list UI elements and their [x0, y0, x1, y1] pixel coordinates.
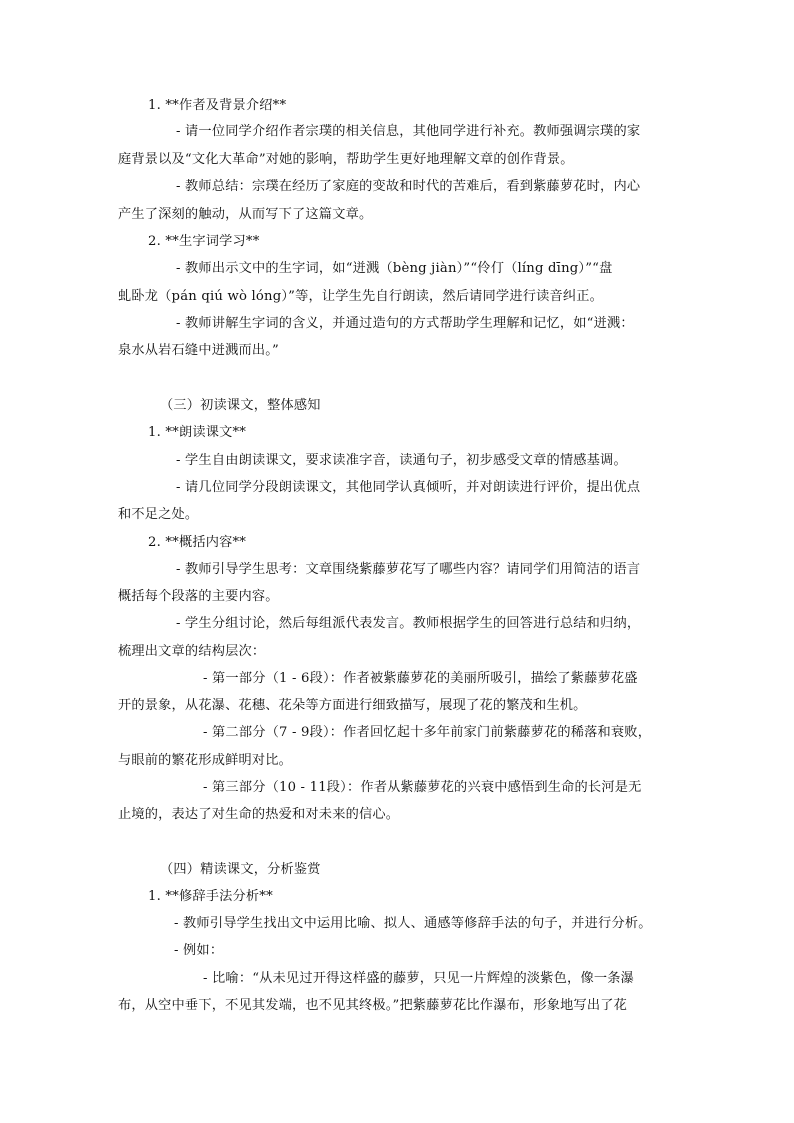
heading-vocabulary: 2. **生字词学习**	[148, 234, 260, 249]
paragraph-line: 泉水从岩石缝中迸溅而出。”	[118, 343, 279, 358]
paragraph-line: - 学生自由朗读课文，要求读准字音，读通句子，初步感受文章的情感基调。	[176, 453, 627, 468]
paragraph-line: - 教师引导学生思考：文章围绕紫藤萝花写了哪些内容？请同学们用简洁的语言	[176, 562, 641, 577]
paragraph-line: - 请一位同学介绍作者宗璞的相关信息，其他同学进行补充。教师强调宗璞的家	[176, 124, 641, 139]
paragraph-line: - 学生分组讨论，然后每组派代表发言。教师根据学生的回答进行总结和归纳，	[176, 616, 641, 631]
section-heading-first-reading: （三）初读课文，整体感知	[160, 398, 321, 413]
paragraph-line: - 第二部分（7 - 9段）：作者回忆起十多年前家门前紫藤萝花的稀落和衰败，	[203, 725, 652, 740]
section-heading-close-reading: （四）精读课文，分析鉴赏	[160, 862, 321, 877]
paragraph-line: - 教师总结：宗璞在经历了家庭的变故和时代的苦难后，看到紫藤萝花时，内心	[176, 179, 641, 194]
paragraph-line: 与眼前的繁花形成鲜明对比。	[118, 753, 293, 768]
paragraph-line: - 第三部分（10 - 11段）：作者从紫藤萝花的兴衰中感悟到生命的长河是无	[203, 780, 642, 795]
paragraph-line: 产生了深刻的触动，从而写下了这篇文章。	[118, 207, 373, 222]
paragraph-line: 虬卧龙（pán qiú wò lóng）”等，让学生先自行朗读，然后请同学进行读音纠正。	[118, 289, 604, 304]
paragraph-line: 概括每个段落的主要内容。	[118, 589, 279, 604]
heading-rhetoric-analysis: 1. **修辞手法分析**	[148, 889, 273, 904]
paragraph-line: - 教师讲解生字词的含义，并通过造句的方式帮助学生理解和记忆，如“迸溅：	[176, 316, 634, 331]
paragraph-line: 止境的，表达了对生命的热爱和对未来的信心。	[118, 807, 400, 822]
heading-read-aloud: 1. **朗读课文**	[148, 425, 247, 440]
paragraph-line: 布，从空中垂下，不见其发端，也不见其终极。”把紫藤萝花比作瀑布，形象地写出了花	[118, 998, 628, 1013]
paragraph-line: - 教师引导学生找出文中运用比喻、拟人、通感等修辞手法的句子，并进行分析。	[174, 916, 652, 931]
paragraph-line: - 教师出示文中的生字词，如“迸溅（bèng jiàn）”“伶仃（líng dīng）”“盘	[176, 261, 613, 276]
paragraph-line: 开的景象，从花瀑、花穗、花朵等方面进行细致描写，展现了花的繁茂和生机。	[118, 698, 587, 713]
paragraph-line: 庭背景以及“文化大革命”对她的影响，帮助学生更好地理解文章的创作背景。	[118, 152, 574, 167]
paragraph-line: - 第一部分（1 - 6段）：作者被紫藤萝花的美丽所吸引，描绘了紫藤萝花盛	[203, 671, 638, 686]
heading-summarize: 2. **概括内容**	[148, 535, 247, 550]
paragraph-line: 和不足之处。	[118, 507, 199, 522]
paragraph-line: - 比喻：“从未见过开得这样盛的藤萝，只见一片辉煌的淡紫色，像一条瀑	[203, 971, 634, 986]
paragraph-line: 梳理出文章的结构层次：	[118, 644, 266, 659]
paragraph-line: - 例如：	[174, 943, 224, 958]
paragraph-line: - 请几位同学分段朗读课文，其他同学认真倾听，并对朗读进行评价，提出优点	[176, 480, 641, 495]
heading-author-background: 1. **作者及背景介绍**	[148, 98, 287, 113]
